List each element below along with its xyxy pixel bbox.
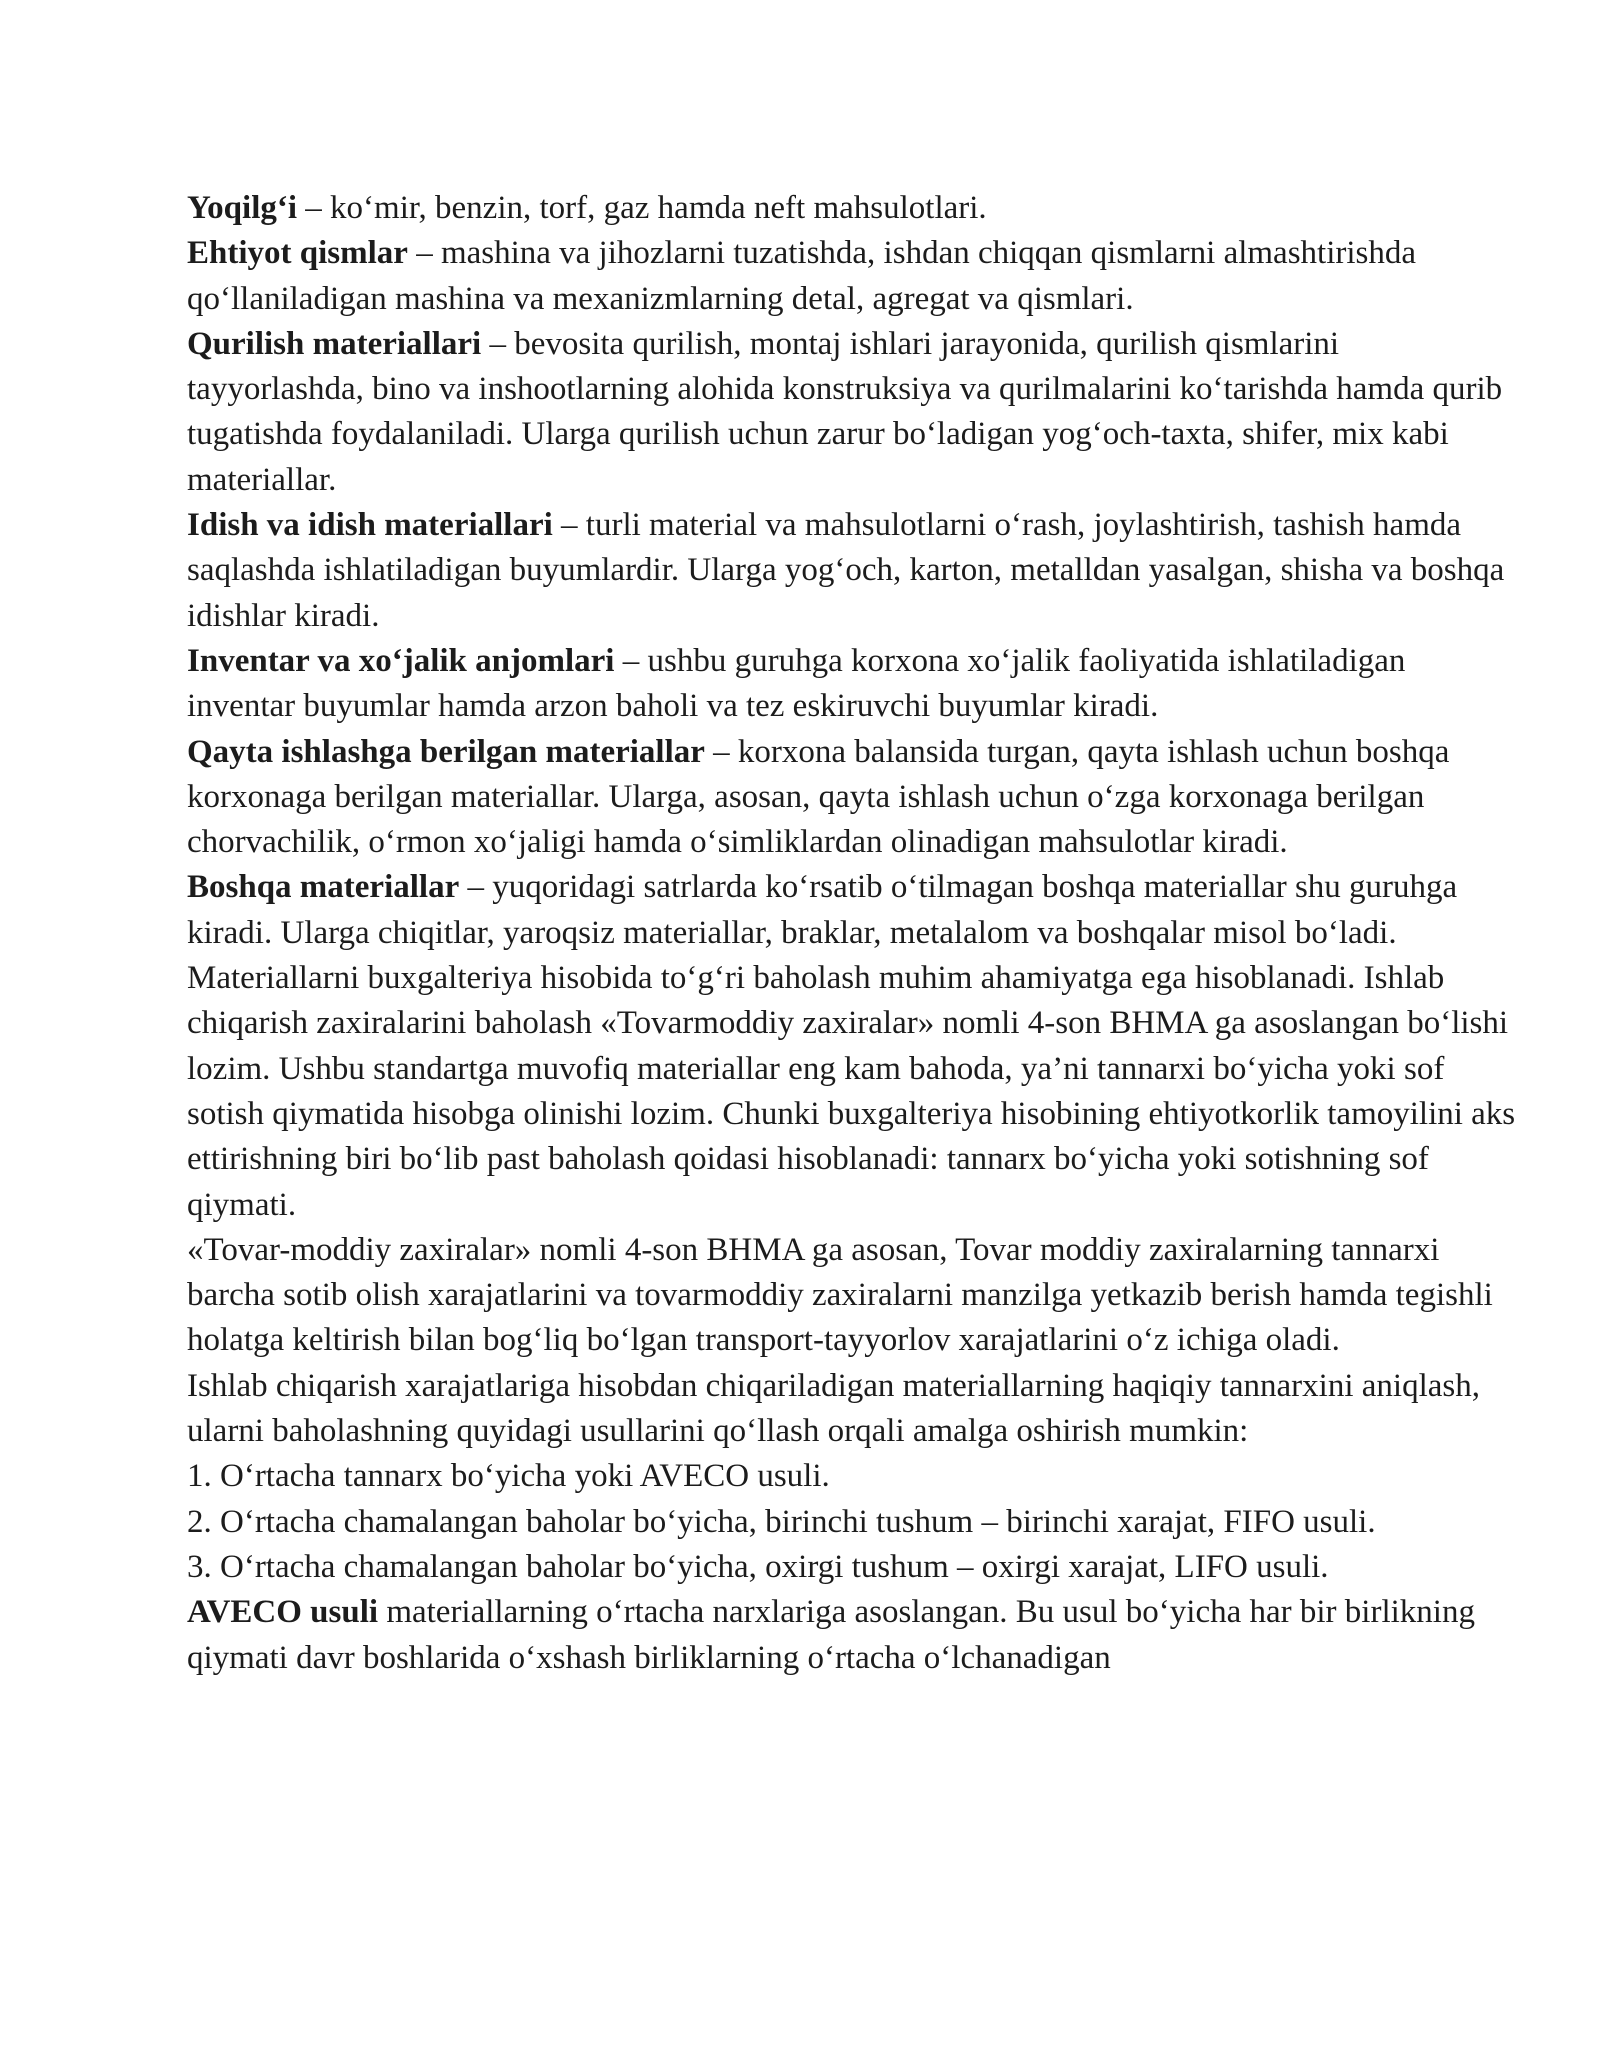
paragraph-fuel [187,186,1517,231]
term-heading: AVECO usuli [187,1594,379,1631]
paragraph-text: – yuqoridagi satrlarda ko‘rsatib o‘tilmagan boshqa materiallar shu guruhga kiradi. Ularga chiqitlar, yaroqsiz materiallar, braklar, metalalom va boshqalar misol bo‘ladi. Materiallarni buxgalteriya hisobida to‘g‘ri baholash muhim ahamiyatga ega hisoblanadi. Ishlab chiqarish zaxiralarini baholash «Tovarmoddiy zaxiralar» nomli 4-son BHMA ga asoslangan bo‘lishi lozim. Ushbu standartga muvofiq materiallar eng kam bahoda, ya’ni tannarxi bo‘yicha yoki sof sotish qiymatida hisobga olinishi lozim. Chunki buxgalteriya hisobining ehtiyotkorlik tamoyilini aks ettirishning biri bo‘lib past baholash qoidasi hisoblanadi: tannarx bo‘yicha yoki sotishning sof qiymati. [187,869,1516,1223]
paragraph-text: «Tovar-moddiy zaxiralar» nomli 4-son BHMA ga asosan, Tovar moddiy zaxiralarning tannarxi barcha sotib olish xarajatlarini va tovarmoddiy zaxiralarni manzilga yetkazib berish hamda tegishli holatga keltirish bilan bog‘liq bo‘lgan transport-tayyorlov xarajatlarini o‘z ichiga oladi. [187,1231,1493,1359]
paragraph-text: – mashina va jihozlarni tuzatishda, ishdan chiqqan qismlarni almashtirishda qo‘llaniladigan mashina va mexanizmlarning detal, agregat va qismlari. [187,235,1417,317]
paragraph-valuation-methods [187,1364,1517,1455]
paragraph-text: – ushbu guruhga korxona xo‘jalik faoliyatida ishlatiladigan inventar buyumlar hamda arzon baholi va tez eskiruvchi buyumlar kiradi. [187,642,1406,725]
term-heading: Qayta ishlashga berilgan materiallar [187,733,705,770]
paragraph-inventory [187,639,1517,730]
paragraph-text: 2. O‘rtacha chamalangan baholar bo‘yicha, birinchi tushum – birinchi xarajat, FIFO usuli. [187,1503,1376,1540]
paragraph-text: materiallarning o‘rtacha narxlariga asoslangan. Bu usul bo‘yicha har bir birlikning qiymati davr boshlarida o‘xshash birliklarning o‘rtacha o‘lchanadigan [187,1594,1475,1676]
term-heading: Inventar va xo‘jalik anjomlari [187,642,615,679]
term-heading: Yoqilg‘i [187,190,298,226]
list-item-aveco [187,1454,1517,1499]
document-page [187,186,1517,1681]
paragraph-text: 3. O‘rtacha chamalangan baholar bo‘yicha, oxirgi tushum – oxirgi xarajat, LIFO usuli. [187,1548,1329,1585]
term-heading: Qurilish materiallari [187,325,482,362]
paragraph-aveco-method [187,1590,1517,1681]
paragraph-other-materials [187,865,1517,1227]
paragraph-spare-parts [187,231,1517,322]
paragraph-construction-materials [187,322,1517,503]
term-heading: Boshqa materiallar [187,869,460,906]
paragraph-text: – bevosita qurilish, montaj ishlari jarayonida, qurilish qismlarini tayyorlashda, bino va inshootlarning alohida konstruksiya va qurilmalarini ko‘tarishda hamda qurib tugatishda foydalaniladi. Ularga qurilish uchun zarur bo‘ladigan yog‘och-taxta, shifer, mix kabi materiallar. [187,325,1503,498]
paragraph-processing-materials [187,730,1517,866]
paragraph-text: – korxona balansida turgan, qayta ishlash uchun boshqa korxonaga berilgan materiallar. Ularga, asosan, qayta ishlash uchun o‘zga korxonaga berilgan chorvachilik, o‘rmon xo‘jaligi hamda o‘simliklardan olinadigan mahsulotlar kiradi. [187,733,1450,861]
term-heading: Idish va idish materiallari [187,507,553,544]
paragraph-text: – turli material va mahsulotlarni o‘rash, joylashtirish, tashish hamda saqlashda ishlatiladigan buyumlardir. Ularga yog‘och, karton, metalldan yasalgan, shisha va boshqa idishlar kiradi. [187,507,1505,634]
paragraph-text: – ko‘mir, benzin, torf, gaz hamda neft mahsulotlari. [297,190,987,226]
paragraph-bhma-cost [187,1228,1517,1364]
paragraph-containers [187,503,1517,639]
list-item-lifo [187,1545,1517,1590]
term-heading: Ehtiyot qismlar [187,235,408,272]
paragraph-text: 1. O‘rtacha tannarx bo‘yicha yoki AVECO usuli. [187,1458,830,1495]
list-item-fifo [187,1500,1517,1545]
paragraph-text: Ishlab chiqarish xarajatlariga hisobdan chiqariladigan materiallarning haqiqiy tannarxini aniqlash, ularni baholashning quyidagi usullarini qo‘llash orqali amalga oshirish mumkin: [187,1367,1480,1450]
